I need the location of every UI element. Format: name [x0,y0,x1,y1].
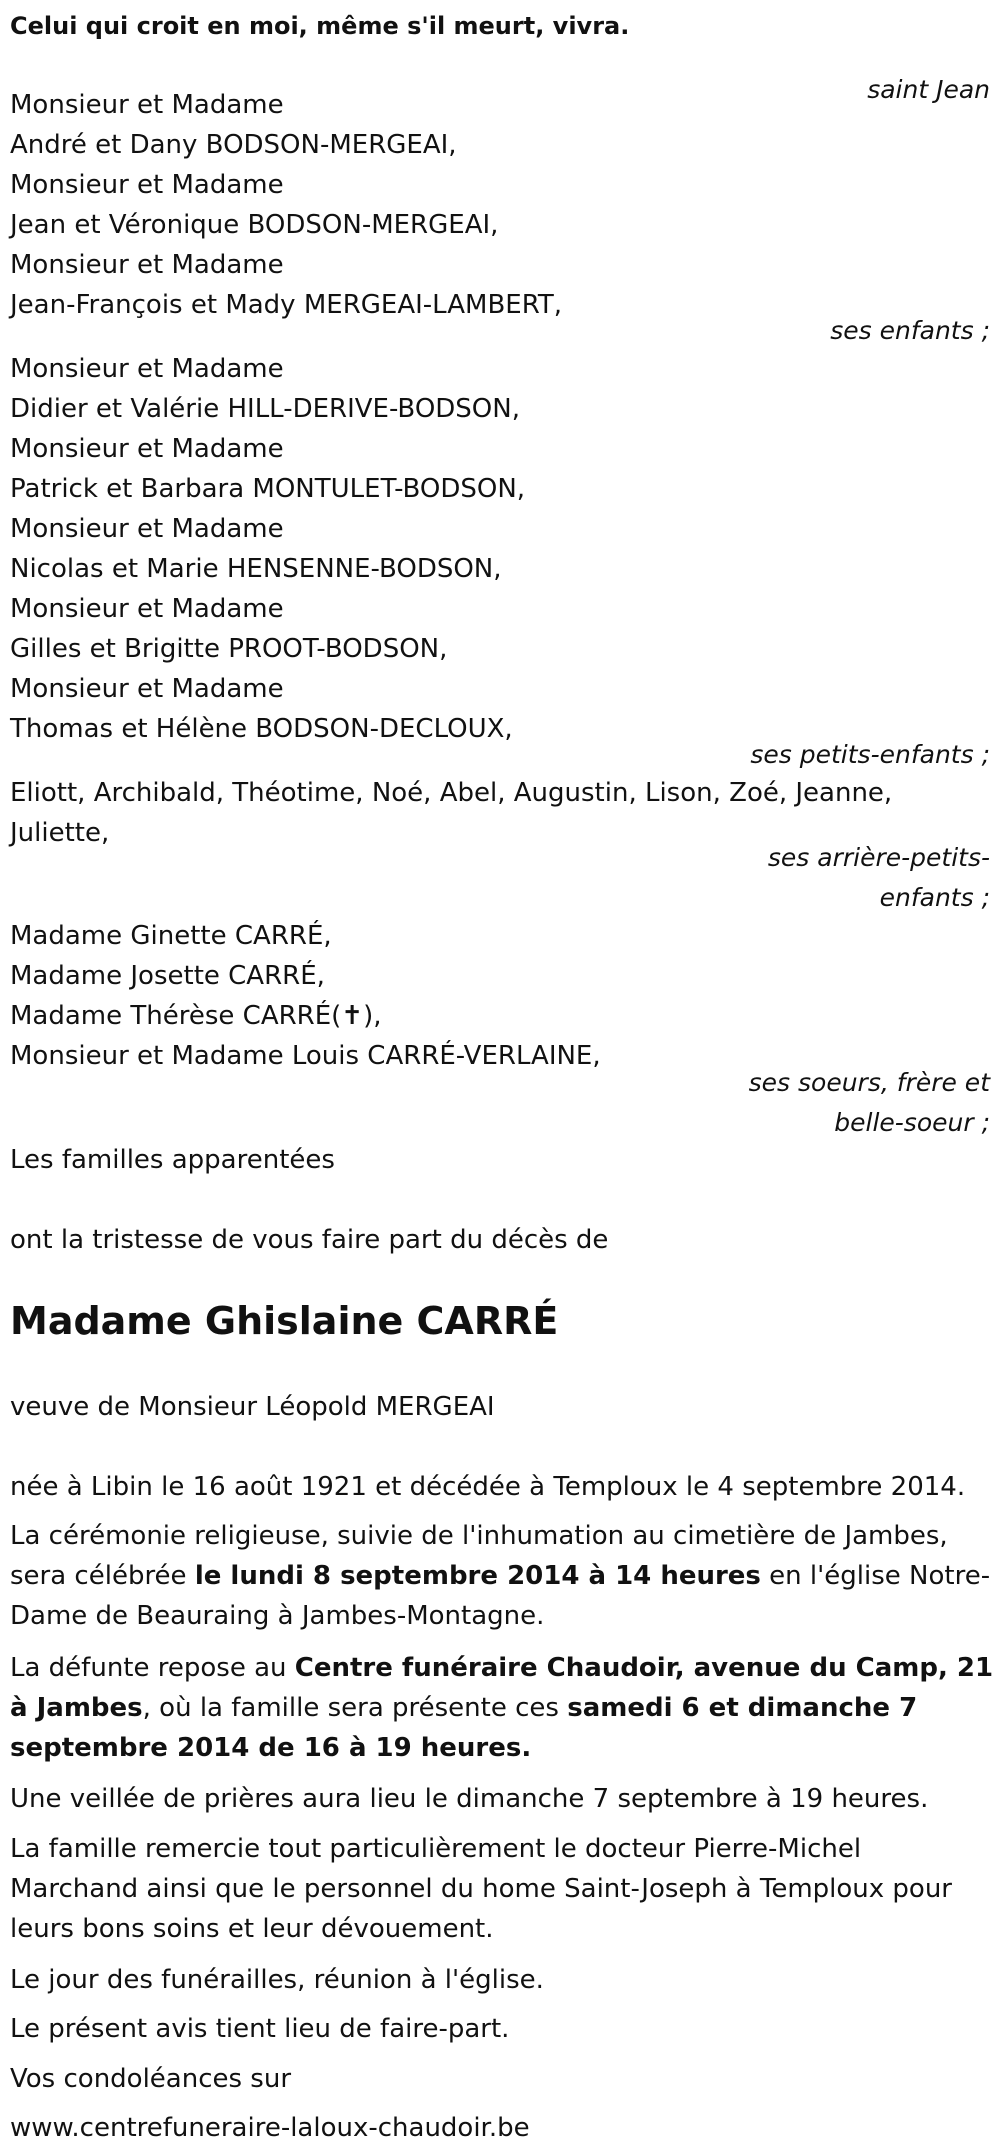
sibling-line: Madame Josette CARRÉ, [10,961,325,991]
children-line: Jean et Véronique BODSON-MERGEAI, [10,210,499,240]
birth-death: née à Libin le 16 août 1921 et décédée à Temploux le 4 septembre 2014. [10,1472,966,1502]
grandchildren-relation: ses petits-enfants ; [750,740,990,769]
verse-reference: saint Jean [867,75,990,104]
condolences-text: Vos condoléances sur [10,2064,292,2094]
children-relation: ses enfants ; [830,316,990,345]
grandchildren-line: Patrick et Barbara MONTULET-BODSON, [10,474,526,504]
grandchildren-line: Nicolas et Marie HENSENNE-BODSON, [10,554,502,584]
sibling-line: Madame Ginette CARRÉ, [10,921,332,951]
grandchildren-line: Monsieur et Madame [10,674,284,704]
grandchildren-line: Monsieur et Madame [10,594,284,624]
great-grandchildren-line: Juliette, [10,818,110,848]
grandchildren-line: Monsieur et Madame [10,434,284,464]
visiting-hours: samedi 6 et dimanche 7 septembre 2014 de 16 à 19 heures. [10,1693,918,1763]
children-line: André et Dany BODSON-MERGEAI, [10,130,457,160]
children-line: Monsieur et Madame [10,170,284,200]
widow-of: veuve de Monsieur Léopold MERGEAI [10,1392,495,1422]
grandchildren-line: Monsieur et Madame [10,354,284,384]
deceased-name: Madame Ghislaine CARRÉ [10,1299,559,1343]
grandchildren-line: Monsieur et Madame [10,514,284,544]
ceremony-paragraph: La cérémonie religieuse, suivie de l'inhumation au cimetière de Jambes, sera célébrée le lundi 8 septembre 2014 à 14 heures en l'église Notre-Dame de Beauraing à Jambes-Montagne. [10,1521,991,1631]
children-line: Monsieur et Madame [10,90,284,120]
website-link[interactable]: www.centrefuneraire-laloux-chaudoir.be [10,2113,530,2143]
funeral-meeting: Le jour des funérailles, réunion à l'église. [10,1965,544,1995]
children-line: Monsieur et Madame [10,250,284,280]
ceremony-date: le lundi 8 septembre 2014 à 14 heures [194,1561,761,1591]
thanks-paragraph: La famille remercie tout particulièrement le docteur Pierre-Michel Marchand ainsi que le personnel du home Saint-Joseph à Temploux pour leurs bons soins et leur dévouement. [10,1834,952,1944]
repose-paragraph: La défunte repose au Centre funéraire Chaudoir, avenue du Camp, 21 à Jambes, où la famille sera présente ces samedi 6 et dimanche 7 septembre 2014 de 16 à 19 heures. [10,1653,994,1763]
notice-text: Le présent avis tient lieu de faire-part. [10,2014,510,2044]
children-line: Jean-François et Mady MERGEAI-LAMBERT, [10,290,563,320]
great-grandchildren-relation: ses arrière-petits- [767,843,990,872]
siblings-relation: belle-soeur ; [834,1108,990,1137]
grandchildren-line: Didier et Valérie HILL-DERIVE-BODSON, [10,394,520,424]
great-grandchildren-line: Eliott, Archibald, Théotime, Noé, Abel, Augustin, Lison, Zoé, Jeanne, [10,778,893,808]
repose-location: Centre funéraire Chaudoir, avenue du Camp, 21 à Jambes [10,1653,994,1723]
sibling-line: Madame Thérèse CARRÉ(✝), [10,1001,382,1031]
vigil-text: Une veillée de prières aura lieu le dimanche 7 septembre à 19 heures. [10,1784,929,1814]
related-families: Les familles apparentées [10,1145,335,1175]
grandchildren-line: Gilles et Brigitte PROOT-BODSON, [10,634,448,664]
header-quote: Celui qui croit en moi, même s'il meurt, vivra. [10,12,630,40]
sibling-line: Monsieur et Madame Louis CARRÉ-VERLAINE, [10,1041,601,1071]
great-grandchildren-relation: enfants ; [879,883,990,912]
announcement-text: ont la tristesse de vous faire part du décès de [10,1225,609,1255]
grandchildren-line: Thomas et Hélène BODSON-DECLOUX, [10,714,513,744]
siblings-relation: ses soeurs, frère et [748,1068,990,1097]
